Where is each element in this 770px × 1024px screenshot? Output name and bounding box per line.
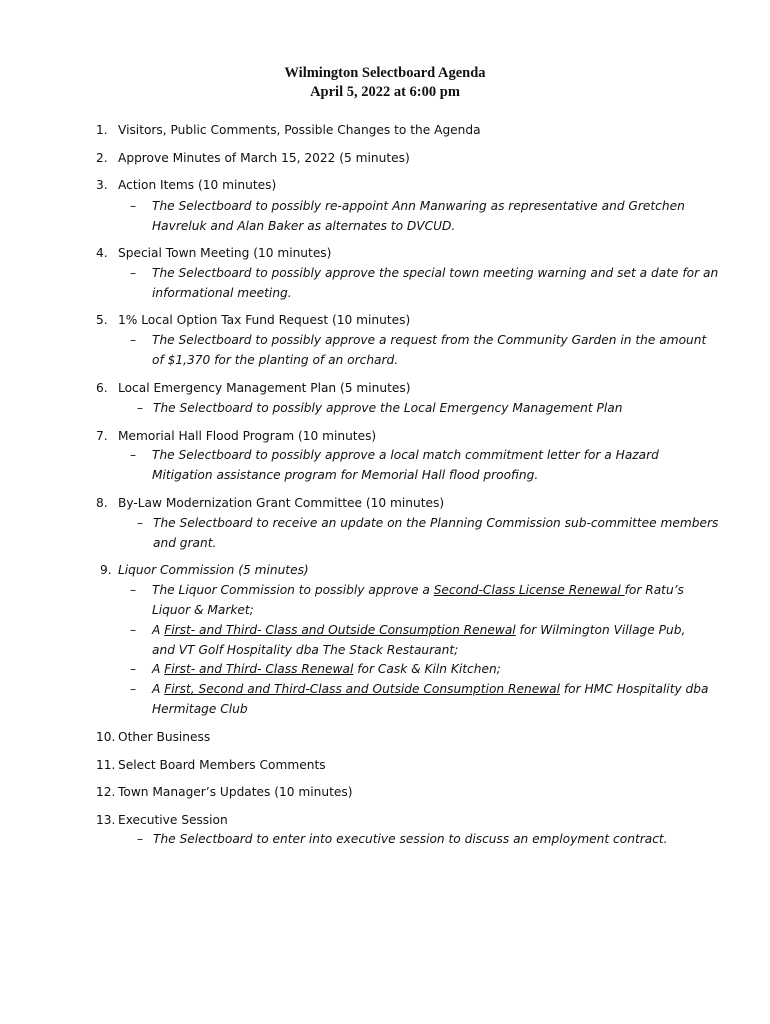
subitem-line: [152, 679, 730, 699]
subitem-text: A: [152, 623, 165, 637]
subitem-line: and VT Golf Hospitality dba The Stack Restaurant;: [152, 643, 459, 657]
subitem-line: and grant.: [153, 536, 217, 550]
subitem-line: The Selectboard to possibly approve the special town meeting warning and set a date for an: [152, 266, 719, 280]
dash-marker: –: [130, 662, 137, 676]
subitem-line: [152, 620, 730, 640]
agenda-item-7: [96, 426, 376, 446]
subitem-line: Havreluk and Alan Baker as alternates to DVCUD.: [152, 219, 456, 233]
agenda-item-1: [96, 120, 481, 140]
agenda-subitem: [137, 398, 737, 418]
agenda-item-12: [96, 782, 353, 802]
dash-marker: –: [130, 266, 137, 280]
item-number: 12.: [96, 785, 116, 799]
item-label: Other Business: [118, 730, 211, 744]
license-renewal-link[interactable]: First- and Third- Class and Outside Consumption Renewal: [164, 623, 516, 637]
subitem-line: of $1,370 for the planting of an orchard.: [152, 353, 399, 367]
agenda-item-6: [96, 378, 411, 398]
dash-marker: –: [137, 832, 144, 846]
dash-marker: –: [130, 333, 137, 347]
item-number: 9.: [100, 563, 112, 577]
item-label: 1% Local Option Tax Fund Request (10 minutes): [118, 313, 411, 327]
subitem-line: The Selectboard to possibly approve a local match commitment letter for a Hazard: [152, 448, 659, 462]
license-renewal-link[interactable]: First- and Third- Class Renewal: [164, 662, 354, 676]
item-label: Select Board Members Comments: [118, 758, 326, 772]
item-label: Executive Session: [118, 813, 228, 827]
subitem-line: The Selectboard to enter into executive session to discuss an employment contract.: [153, 832, 668, 846]
agenda-subitem: [137, 829, 737, 849]
agenda-subitem: [130, 580, 730, 620]
agenda-item-11: [96, 755, 326, 775]
subitem-text: A: [152, 682, 165, 696]
agenda-subitem: [130, 196, 730, 236]
subitem-text: for HMC Hospitality dba: [560, 682, 709, 696]
subitem-text: The Liquor Commission to possibly approve a: [152, 583, 434, 597]
agenda-title: Wilmington Selectboard Agenda: [284, 65, 486, 81]
subitem-text: for Ratu’s: [624, 583, 684, 597]
dash-marker: –: [130, 682, 137, 696]
page-title: [0, 64, 770, 102]
subitem-line: The Selectboard to possibly approve the Local Emergency Management Plan: [153, 401, 623, 415]
item-number: 5.: [96, 313, 108, 327]
item-number: 8.: [96, 496, 108, 510]
subitem-line: [152, 580, 730, 600]
agenda-item-5: [96, 310, 410, 330]
subitem-line: Mitigation assistance program for Memorial Hall flood proofing.: [152, 468, 539, 482]
item-label: Approve Minutes of March 15, 2022 (5 minutes): [118, 151, 410, 165]
item-number: 7.: [96, 429, 108, 443]
license-renewal-link[interactable]: First, Second and Third-Class and Outside Consumption Renewal: [164, 682, 561, 696]
item-number: 1.: [96, 123, 108, 137]
agenda-subitem: [137, 513, 737, 553]
item-number: 10.: [96, 730, 116, 744]
agenda-subitem: [130, 263, 730, 303]
item-label: Visitors, Public Comments, Possible Changes to the Agenda: [118, 123, 481, 137]
subitem-line: Liquor & Market;: [152, 603, 254, 617]
dash-marker: –: [137, 516, 144, 530]
subitem-line: Hermitage Club: [152, 702, 248, 716]
item-label: Local Emergency Management Plan (5 minutes): [118, 381, 411, 395]
agenda-subitem: [130, 620, 730, 660]
subitem-text: for Wilmington Village Pub,: [515, 623, 686, 637]
agenda-item-4: [96, 243, 331, 263]
item-number: 3.: [96, 178, 108, 192]
dash-marker: –: [137, 401, 144, 415]
dash-marker: –: [130, 623, 137, 637]
subitem-line: informational meeting.: [152, 286, 292, 300]
dash-marker: –: [130, 583, 137, 597]
agenda-item-10: [96, 727, 210, 747]
item-label: By-Law Modernization Grant Committee (10 minutes): [118, 496, 445, 510]
subitem-text: for Cask & Kiln Kitchen;: [353, 662, 501, 676]
agenda-subitem: [130, 659, 730, 679]
item-label: Memorial Hall Flood Program (10 minutes): [118, 429, 377, 443]
dash-marker: –: [130, 448, 137, 462]
agenda-item-2: [96, 148, 410, 168]
license-renewal-link[interactable]: Second-Class License Renewal: [433, 583, 625, 597]
subitem-text: A: [152, 662, 165, 676]
agenda-item-9: [100, 560, 309, 580]
dash-marker: –: [130, 199, 137, 213]
subitem-line: The Selectboard to receive an update on the Planning Commission sub-committee members: [153, 516, 719, 530]
agenda-item-13: [96, 810, 228, 830]
item-number: 11.: [96, 758, 116, 772]
agenda-subitem: [130, 330, 730, 370]
item-number: 6.: [96, 381, 108, 395]
item-label: Town Manager’s Updates (10 minutes): [118, 785, 353, 799]
item-number: 4.: [96, 246, 108, 260]
subitem-line: The Selectboard to possibly approve a request from the Community Garden in the amount: [152, 333, 707, 347]
agenda-date: April 5, 2022 at 6:00 pm: [310, 84, 460, 100]
item-number: 13.: [96, 813, 116, 827]
item-label: Liquor Commission (5 minutes): [118, 563, 309, 577]
item-label: Action Items (10 minutes): [118, 178, 277, 192]
subitem-line: The Selectboard to possibly re-appoint Ann Manwaring as representative and Gretchen: [152, 199, 685, 213]
agenda-item-8: [96, 493, 444, 513]
item-label: Special Town Meeting (10 minutes): [118, 246, 332, 260]
subitem-line: [152, 659, 730, 679]
agenda-subitem: [130, 445, 730, 485]
item-number: 2.: [96, 151, 108, 165]
agenda-subitem: [130, 679, 730, 719]
agenda-item-3: [96, 175, 276, 195]
